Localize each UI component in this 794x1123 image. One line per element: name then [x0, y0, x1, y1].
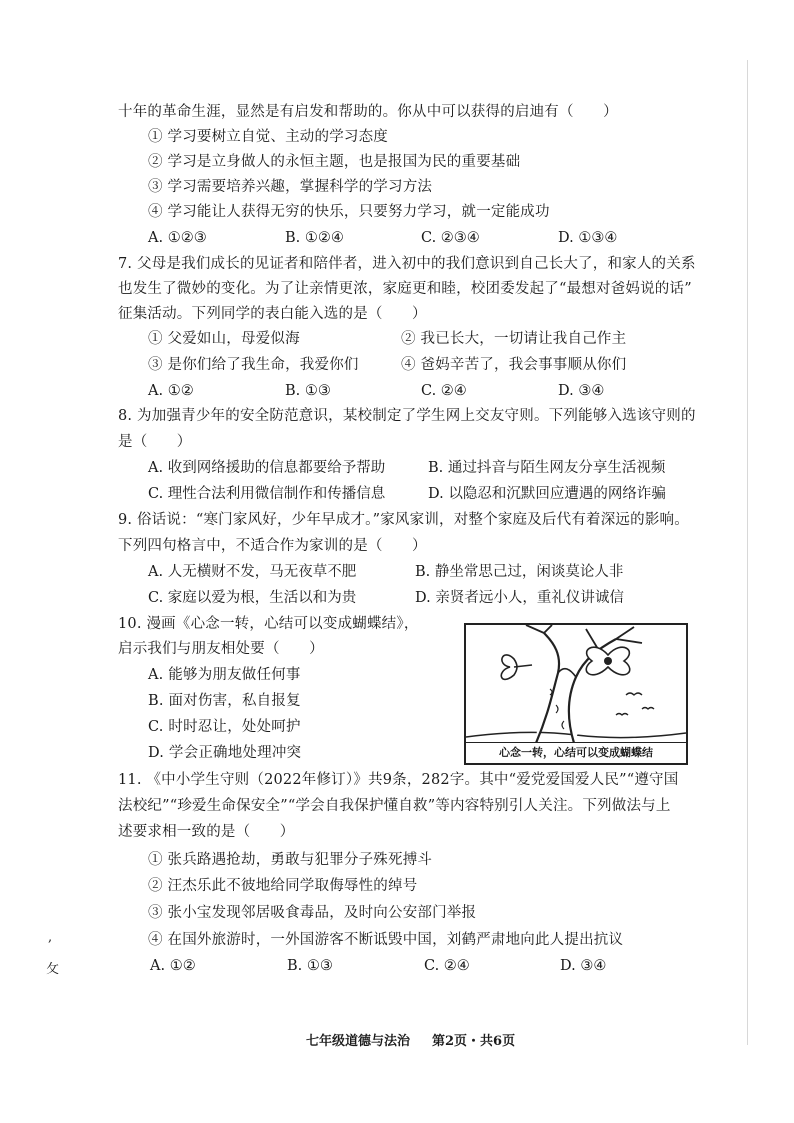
- q11-item-4: ④ 在国外旅游时，一外国游客不断诋毁中国，刘鹤严肃地向此人提出抗议: [148, 932, 624, 948]
- q7-item-2: ② 我已长大，一切请让我自己作主: [401, 331, 627, 347]
- q10-choice-a: A. 能够为朋友做任何事: [148, 667, 301, 683]
- q11-choice-a: A. ①②: [150, 958, 196, 974]
- footer-page-number: 第2页・共6页: [432, 1034, 516, 1049]
- q10-choice-c: C. 时时忍让，处处呵护: [148, 719, 301, 735]
- q11-item-1: ① 张兵路遇抢劫，勇敢与犯罪分子殊死搏斗: [148, 852, 433, 868]
- q7-stem-line-1: 7. 父母是我们成长的见证者和陪伴者，进入初中的我们意识到自己长大了，和家人的关系: [118, 256, 696, 272]
- q10-choice-b: B. 面对伤害，私自报复: [148, 693, 301, 709]
- q10-stem-line-1: 10. 漫画《心念一转，心结可以变成蝴蝶结》，: [118, 616, 419, 632]
- q7-stem-line-2: 也发生了微妙的变化。为了让亲情更浓，家庭更和睦，校团委发起了“最想对爸妈说的话”: [118, 281, 692, 297]
- q10-stem-line-2: 启示我们与朋友相处要（ ）: [118, 641, 324, 657]
- q6-choice-c: C. ②③④: [421, 230, 480, 246]
- q8-choice-d: D. 以隐忍和沉默回应遭遇的网络诈骗: [428, 486, 666, 502]
- q6-choice-a: A. ①②③: [148, 230, 207, 246]
- q11-choice-b: B. ①③: [287, 958, 333, 974]
- q7-item-4: ④ 爸妈辛苦了，我会事事顺从你们: [401, 357, 627, 373]
- q6-item-1: ① 学习要树立自觉、主动的学习态度: [148, 129, 389, 145]
- q8-choice-b: B. 通过抖音与陌生网友分享生活视频: [428, 460, 666, 476]
- q6-item-2: ② 学习是立身做人的永恒主题，也是报国为民的重要基础: [148, 154, 521, 170]
- q6-stem: 十年的革命生涯，显然是有启发和帮助的。你从中可以获得的启迪有（ ）: [118, 104, 618, 120]
- q11-stem-line-3: 述要求相一致的是（ ）: [118, 824, 295, 840]
- q9-choice-d: D. 亲贤者远小人，重礼仪讲诚信: [415, 590, 624, 606]
- margin-mark-char: 攵: [46, 962, 60, 977]
- q11-item-3: ③ 张小宝发现邻居吸食毒品，及时向公安部门举报: [148, 905, 477, 921]
- q7-choice-a: A. ①②: [148, 383, 194, 399]
- tree-bow-drawing: [466, 625, 686, 743]
- q8-stem-line-1: 8. 为加强青少年的安全防范意识，某校制定了学生网上交友守则。下列能够入选该守则的: [118, 408, 696, 424]
- q7-item-1: ① 父爱如山，母爱似海: [148, 331, 300, 347]
- q11-choice-d: D. ③④: [560, 958, 607, 974]
- q9-choice-c: C. 家庭以爱为根，生活以和为贵: [148, 590, 357, 606]
- q8-choice-a: A. 收到网络援助的信息都要给予帮助: [148, 460, 386, 476]
- page-footer: [306, 1030, 537, 1049]
- q11-choice-c: C. ②④: [424, 958, 470, 974]
- q9-stem-line-1: 9. 俗话说：“寒门家风好，少年早成才。”家风家训，对整个家庭及后代有着深远的影响。: [118, 512, 689, 528]
- cartoon-caption: 心念一转，心结可以变成蝴蝶结: [466, 742, 686, 763]
- q6-choice-b: B. ①②④: [285, 230, 344, 246]
- q8-stem-line-2: 是（ ）: [118, 434, 192, 450]
- q7-choice-d: D. ③④: [558, 383, 605, 399]
- q9-choice-b: B. 静坐常思己过，闲谈莫论人非: [415, 564, 624, 580]
- cartoon-illustration: [464, 623, 688, 765]
- q6-choice-d: D. ①③④: [558, 230, 618, 246]
- q6-item-4: ④ 学习能让人获得无穷的快乐，只要努力学习，就一定能成功: [148, 204, 550, 220]
- scan-edge-line: [747, 60, 748, 1045]
- q11-stem-line-1: 11. 《中小学生守则（2022年修订）》共9条，282字。其中“爱党爱国爱人民”“遵守国: [118, 772, 679, 788]
- footer-subject: 七年级道德与法治: [306, 1034, 411, 1049]
- q10-choice-d: D. 学会正确地处理冲突: [148, 745, 302, 761]
- q11-item-2: ② 汪杰乐此不彼地给同学取侮辱性的绰号: [148, 878, 418, 894]
- q7-item-3: ③ 是你们给了我生命，我爱你们: [148, 357, 359, 373]
- margin-mark-comma: ,: [48, 930, 53, 945]
- q9-choice-a: A. 人无横财不发，马无夜草不肥: [148, 564, 357, 580]
- q9-stem-line-2: 下列四句格言中，不适合作为家训的是（ ）: [118, 538, 427, 554]
- q7-choice-b: B. ①③: [285, 383, 331, 399]
- q7-choice-c: C. ②④: [421, 383, 467, 399]
- q8-choice-c: C. 理性合法利用微信制作和传播信息: [148, 486, 386, 502]
- q6-item-3: ③ 学习需要培养兴趣，掌握科学的学习方法: [148, 179, 433, 195]
- q11-stem-line-2: 法校纪”“珍爱生命保安全”“学会自我保护懂自救”等内容特别引人关注。下列做法与上: [118, 798, 671, 814]
- q7-stem-line-3: 征集活动。下列同学的表白能入选的是（ ）: [118, 306, 427, 322]
